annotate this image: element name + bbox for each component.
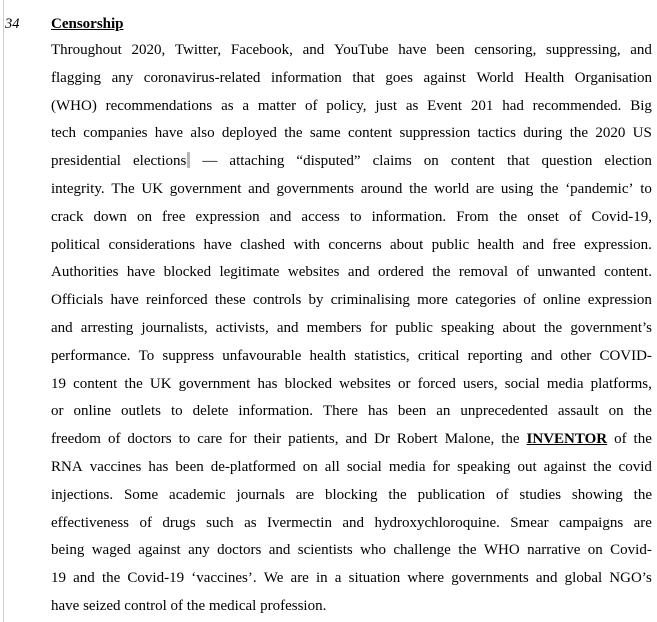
paragraph-number: 34	[5, 16, 20, 32]
text-line: injections. Some academic journals are blocking the publication of studies showing the	[51, 486, 652, 503]
text-line: being waged against any doctors and scientists who challenge the WHO narrative on Covid-	[51, 542, 652, 559]
emphasized-word: INVENTOR	[526, 431, 608, 448]
text-line: RNA vaccines has been de-platformed on all social media for speaking out against the covid	[51, 459, 652, 475]
page-left-edge	[3, 0, 4, 622]
text-line: presidential elections — attaching “disputed” claims on content that question election	[51, 153, 652, 170]
text-line: 19 content the UK government has blocked websites or forced users, social media platforms,	[51, 375, 652, 392]
text-line: freedom of doctors to care for their patients, and Dr Robert Malone, the INVENTOR of the	[51, 431, 652, 448]
text-line: and arresting journalists, activists, and members for public speaking about the government’s	[51, 320, 652, 336]
text-line: tech companies have also deployed the same content suppression tactics during the 2020 US	[51, 125, 652, 142]
text-line: flagging any coronavirus-related information that goes against World Health Organisation	[51, 69, 652, 86]
text-line: Throughout 2020, Twitter, Facebook, and YouTube have been censoring, suppressing, and	[51, 42, 652, 58]
text-line: performance. To suppress unfavourable health statistics, critical reporting and other COVID-	[51, 347, 652, 364]
text-line: 19 and the Covid-19 ‘vaccines’. We are in a situation where governments and global NGO’s	[51, 570, 652, 587]
text-line: Officials have reinforced these controls by criminalising more categories of online expression	[51, 292, 652, 309]
text-line: crack down on free expression and access to information. From the onset of Covid-19,	[51, 208, 652, 225]
text-line: have seized control of the medical profession.	[51, 598, 327, 614]
text-line: political considerations have clashed with concerns about public health and free expression.	[51, 236, 652, 253]
text-line: Authorities have blocked legitimate websites and ordered the removal of unwanted content.	[51, 264, 652, 281]
section-heading: Censorship	[51, 16, 124, 32]
text-line: or online outlets to delete information. There has been an unprecedented assault on the	[51, 403, 652, 420]
text-line: (WHO) recommendations as a matter of policy, just as Event 201 had recommended. Big	[51, 97, 652, 114]
text-line: effectiveness of drugs such as Ivermectin and hydroxychloroquine. Smear campaigns are	[51, 514, 652, 531]
text-cursor-mark	[187, 152, 190, 168]
text-line: integrity. The UK government and governments around the world are using the ‘pandemic’ to	[51, 181, 652, 197]
